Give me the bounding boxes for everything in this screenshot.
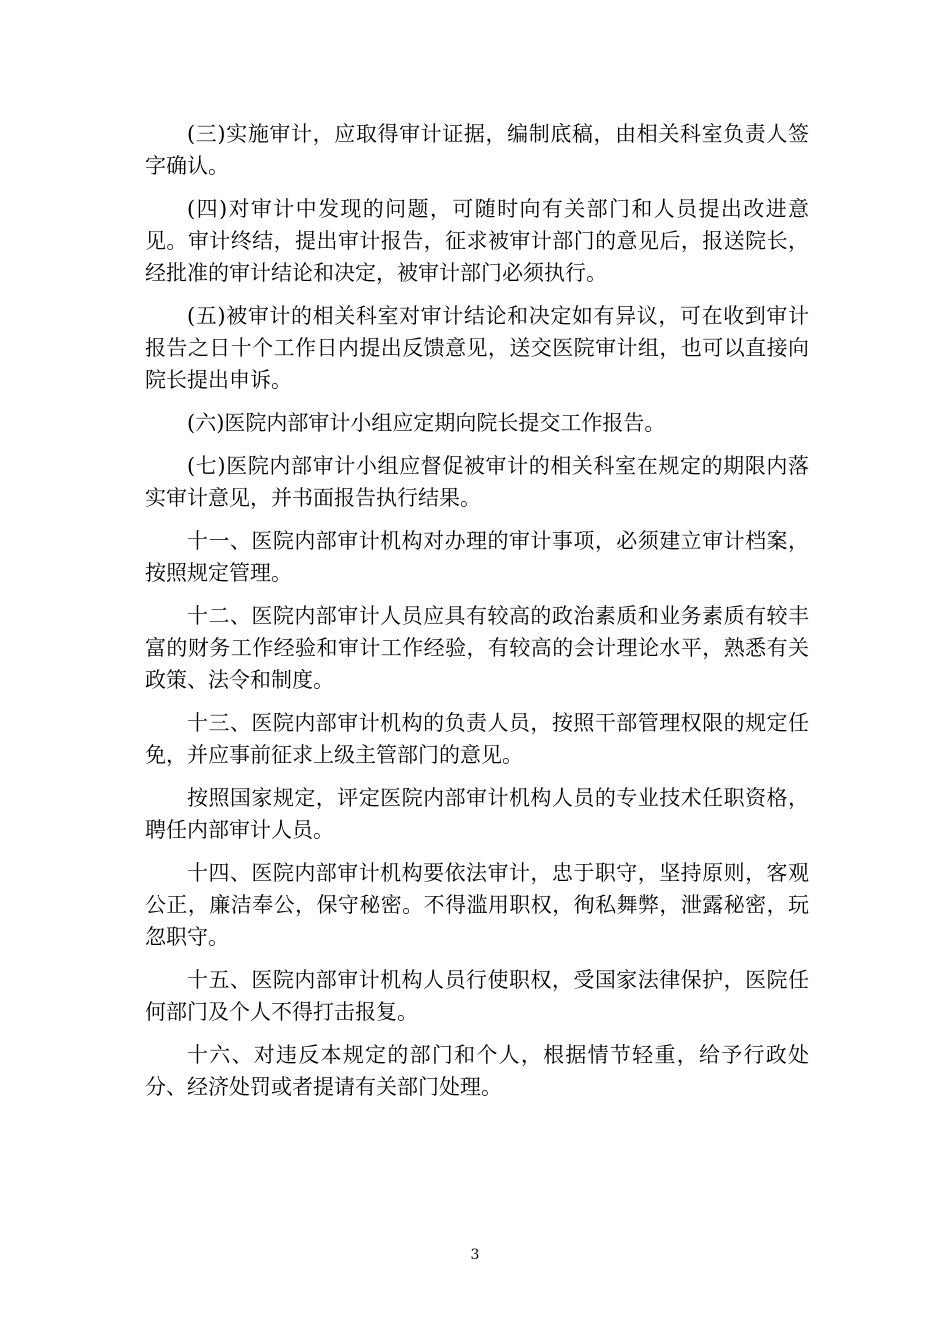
article-15: 十五、医院内部审计机构人员行使职权，受国家法律保护，医院任何部门及个人不得打击报复。 [145,968,809,1024]
article-13-continued: 按照国家规定，评定医院内部审计机构人员的专业技术任职资格，聘任内部审计人员。 [145,786,809,842]
document-body [145,118,809,1114]
paragraph-3: (三)实施审计，应取得审计证据，编制底稿，由相关科室负责人签字确认。 [145,122,809,178]
paragraph-4: (四)对审计中发现的问题，可随时向有关部门和人员提出改进意见。审计终结，提出审计报告，征求被审计部门的意见后，报送院长，经批准的审计结论和决定，被审计部门必须执行。 [145,197,809,285]
article-16: 十六、对违反本规定的部门和个人，根据情节轻重，给予行政处分、经济处罚或者提请有关部门处理。 [145,1043,809,1099]
article-14: 十四、医院内部审计机构要依法审计，忠于职守，坚持原则，客观公正，廉洁奉公，保守秘密。不得滥用职权，徇私舞弊，泄露秘密，玩忽职守。 [145,861,809,949]
page-number: 3 [470,1247,480,1263]
article-12: 十二、医院内部审计人员应具有较高的政治素质和业务素质有较丰富的财务工作经验和审计工作经验，有较高的会计理论水平，熟悉有关政策、法令和制度。 [145,604,809,692]
paragraph-6: (六)医院内部审计小组应定期向院长提交工作报告。 [187,411,666,435]
article-11: 十一、医院内部审计机构对办理的审计事项，必须建立审计档案，按照规定管理。 [145,529,809,585]
paragraph-7: (七)医院内部审计小组应督促被审计的相关科室在规定的期限内落实审计意见，并书面报告执行结果。 [145,454,809,510]
article-13: 十三、医院内部审计机构的负责人员，按照干部管理权限的规定任免，并应事前征求上级主管部门的意见。 [145,711,809,767]
paragraph-5: (五)被审计的相关科室对审计结论和决定如有异议，可在收到审计报告之日十个工作日内提出反馈意见，送交医院审计组，也可以直接向院长提出申诉。 [145,304,809,392]
